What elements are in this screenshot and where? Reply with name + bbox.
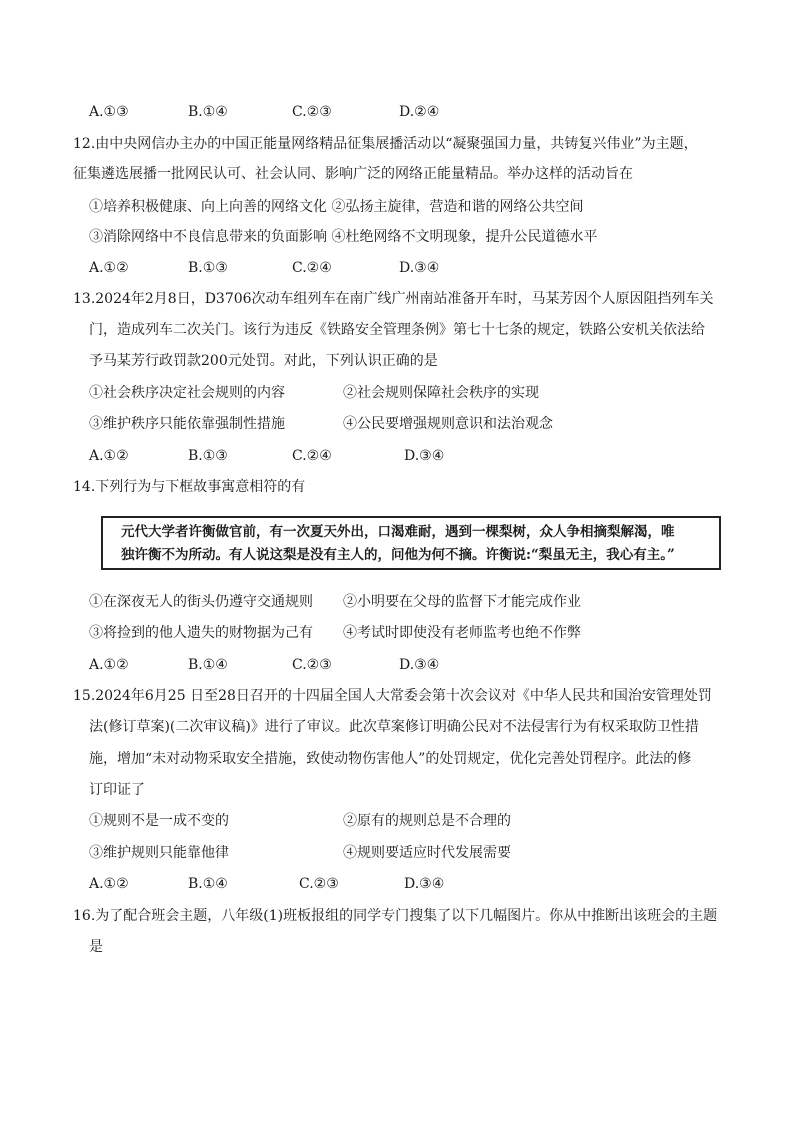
q13-option-c: C.②④ [292, 448, 332, 464]
q16-stem-line-1: 16.为了配合班会主题，八年级(1)班板报组的同学专门搜集了以下几幅图片。你从中推断出该班会的主题 [73, 908, 718, 924]
q12-option-b: B.①③ [188, 260, 228, 276]
q12-stem-line-2: 征集遴选展播一批网民认可、社会认同、影响广泛的网络正能量精品。举办这样的活动旨在 [73, 166, 633, 182]
q14-statements-row-1 [89, 592, 709, 612]
q12-stem-line-1: 12.由中央网信办主办的中国正能量网络精品征集展播活动以“凝聚强国力量，共铸复兴伟业”为主题， [73, 136, 698, 152]
q15-statement-2: ②原有的规则总是不合理的 [343, 813, 511, 829]
q16-stem-line-2: 是 [89, 939, 103, 955]
q13-statements-row-1 [89, 383, 709, 403]
q13-statement-2: ②社会规则保障社会秩序的实现 [343, 385, 539, 401]
q15-stem-line-2: 法(修订草案)(二次审议稿)》进行了审议。此次草案修订明确公民对不法侵害行为有权采取防卫性措 [89, 719, 699, 735]
q15-statements-row-1 [89, 811, 709, 831]
q12-options [89, 258, 689, 278]
q14-story-line-1: 元代大学者许衡做官前，有一次夏天外出，口渴难耐，遇到一棵梨树，众人争相摘梨解渴，唯 [121, 524, 675, 540]
q14-story-line-2: 独许衡不为所动。有人说这梨是没有主人的，问他为何不摘。许衡说:“梨虽无主，我心有主。” [121, 547, 675, 563]
q12-statements-line-2: ③消除网络中不良信息带来的负面影响 ④杜绝网络不文明现象，提升公民道德水平 [89, 229, 598, 245]
q13-option-b: B.①③ [188, 448, 228, 464]
q14-options [89, 655, 689, 675]
q11-option-b: B.①④ [188, 104, 228, 120]
q14-statement-4: ④考试时即使没有老师监考也绝不作弊 [343, 625, 581, 641]
q14-statement-3: ③将捡到的他人遗失的财物据为己有 [89, 625, 313, 641]
q15-stem-line-3: 施，增加“未对动物采取安全措施，致使动物伤害他人”的处罚规定，优化完善处罚程序。此法的修 [89, 751, 692, 767]
q14-statement-1: ①在深夜无人的街头仍遵守交通规则 [89, 594, 313, 610]
q15-statement-4: ④规则要适应时代发展需要 [343, 845, 511, 861]
q15-option-b: B.①④ [188, 876, 228, 892]
q13-stem-line-2: 门，造成列车二次关门。该行为违反《铁路安全管理条例》第七十七条的规定，铁路公安机关依法给 [89, 322, 705, 338]
q11-option-d: D.②④ [399, 104, 440, 120]
q13-stem-line-3: 予马某芳行政罚款200元处罚。对此，下列认识正确的是 [89, 353, 438, 369]
q13-statement-3: ③维护秩序只能依靠强制性措施 [89, 416, 285, 432]
q11-option-c: C.②③ [292, 104, 332, 120]
q12-option-a: A.①② [89, 260, 129, 276]
q14-stem: 14.下列行为与下框故事寓意相符的有 [73, 479, 306, 495]
q13-statement-1: ①社会秩序决定社会规则的内容 [89, 385, 285, 401]
q15-option-c: C.②③ [299, 876, 339, 892]
q13-stem-line-1: 13.2024年2月8日，D3706次动车组列车在南广线广州南站准备开车时，马某芳因个人原因阻挡列车关 [73, 291, 714, 307]
q15-statement-3: ③维护规则只能靠他律 [89, 845, 229, 861]
q12-statements-line-1: ①培养积极健康、向上向善的网络文化 ②弘扬主旋律，营造和谐的网络公共空间 [89, 199, 584, 215]
q14-statements-row-2 [89, 623, 709, 643]
q11-options [89, 102, 689, 122]
q14-statement-2: ②小明要在父母的监督下才能完成作业 [343, 594, 581, 610]
q14-option-c: C.②③ [292, 657, 332, 673]
q15-option-a: A.①② [89, 876, 129, 892]
q12-option-d: D.③④ [399, 260, 440, 276]
q13-statement-4: ④公民要增强规则意识和法治观念 [343, 416, 553, 432]
q15-options [89, 874, 689, 894]
q15-stem-line-4: 订印证了 [89, 782, 145, 798]
q15-option-d: D.③④ [404, 876, 445, 892]
q13-option-a: A.①② [89, 448, 129, 464]
q15-statement-1: ①规则不是一成不变的 [89, 813, 229, 829]
q12-option-c: C.②④ [292, 260, 332, 276]
q14-option-a: A.①② [89, 657, 129, 673]
q13-option-d: D.③④ [404, 448, 445, 464]
q15-stem-line-1: 15.2024年6月25 日至28日召开的十四届全国人大常委会第十次会议对《中华人民共和国治安管理处罚 [73, 688, 712, 704]
q14-story-box [101, 516, 721, 570]
q15-statements-row-2 [89, 843, 709, 863]
q13-statements-row-2 [89, 414, 709, 434]
q14-option-d: D.③④ [399, 657, 440, 673]
q14-option-b: B.①④ [188, 657, 228, 673]
q13-options [89, 446, 689, 466]
q11-option-a: A.①③ [89, 104, 129, 120]
